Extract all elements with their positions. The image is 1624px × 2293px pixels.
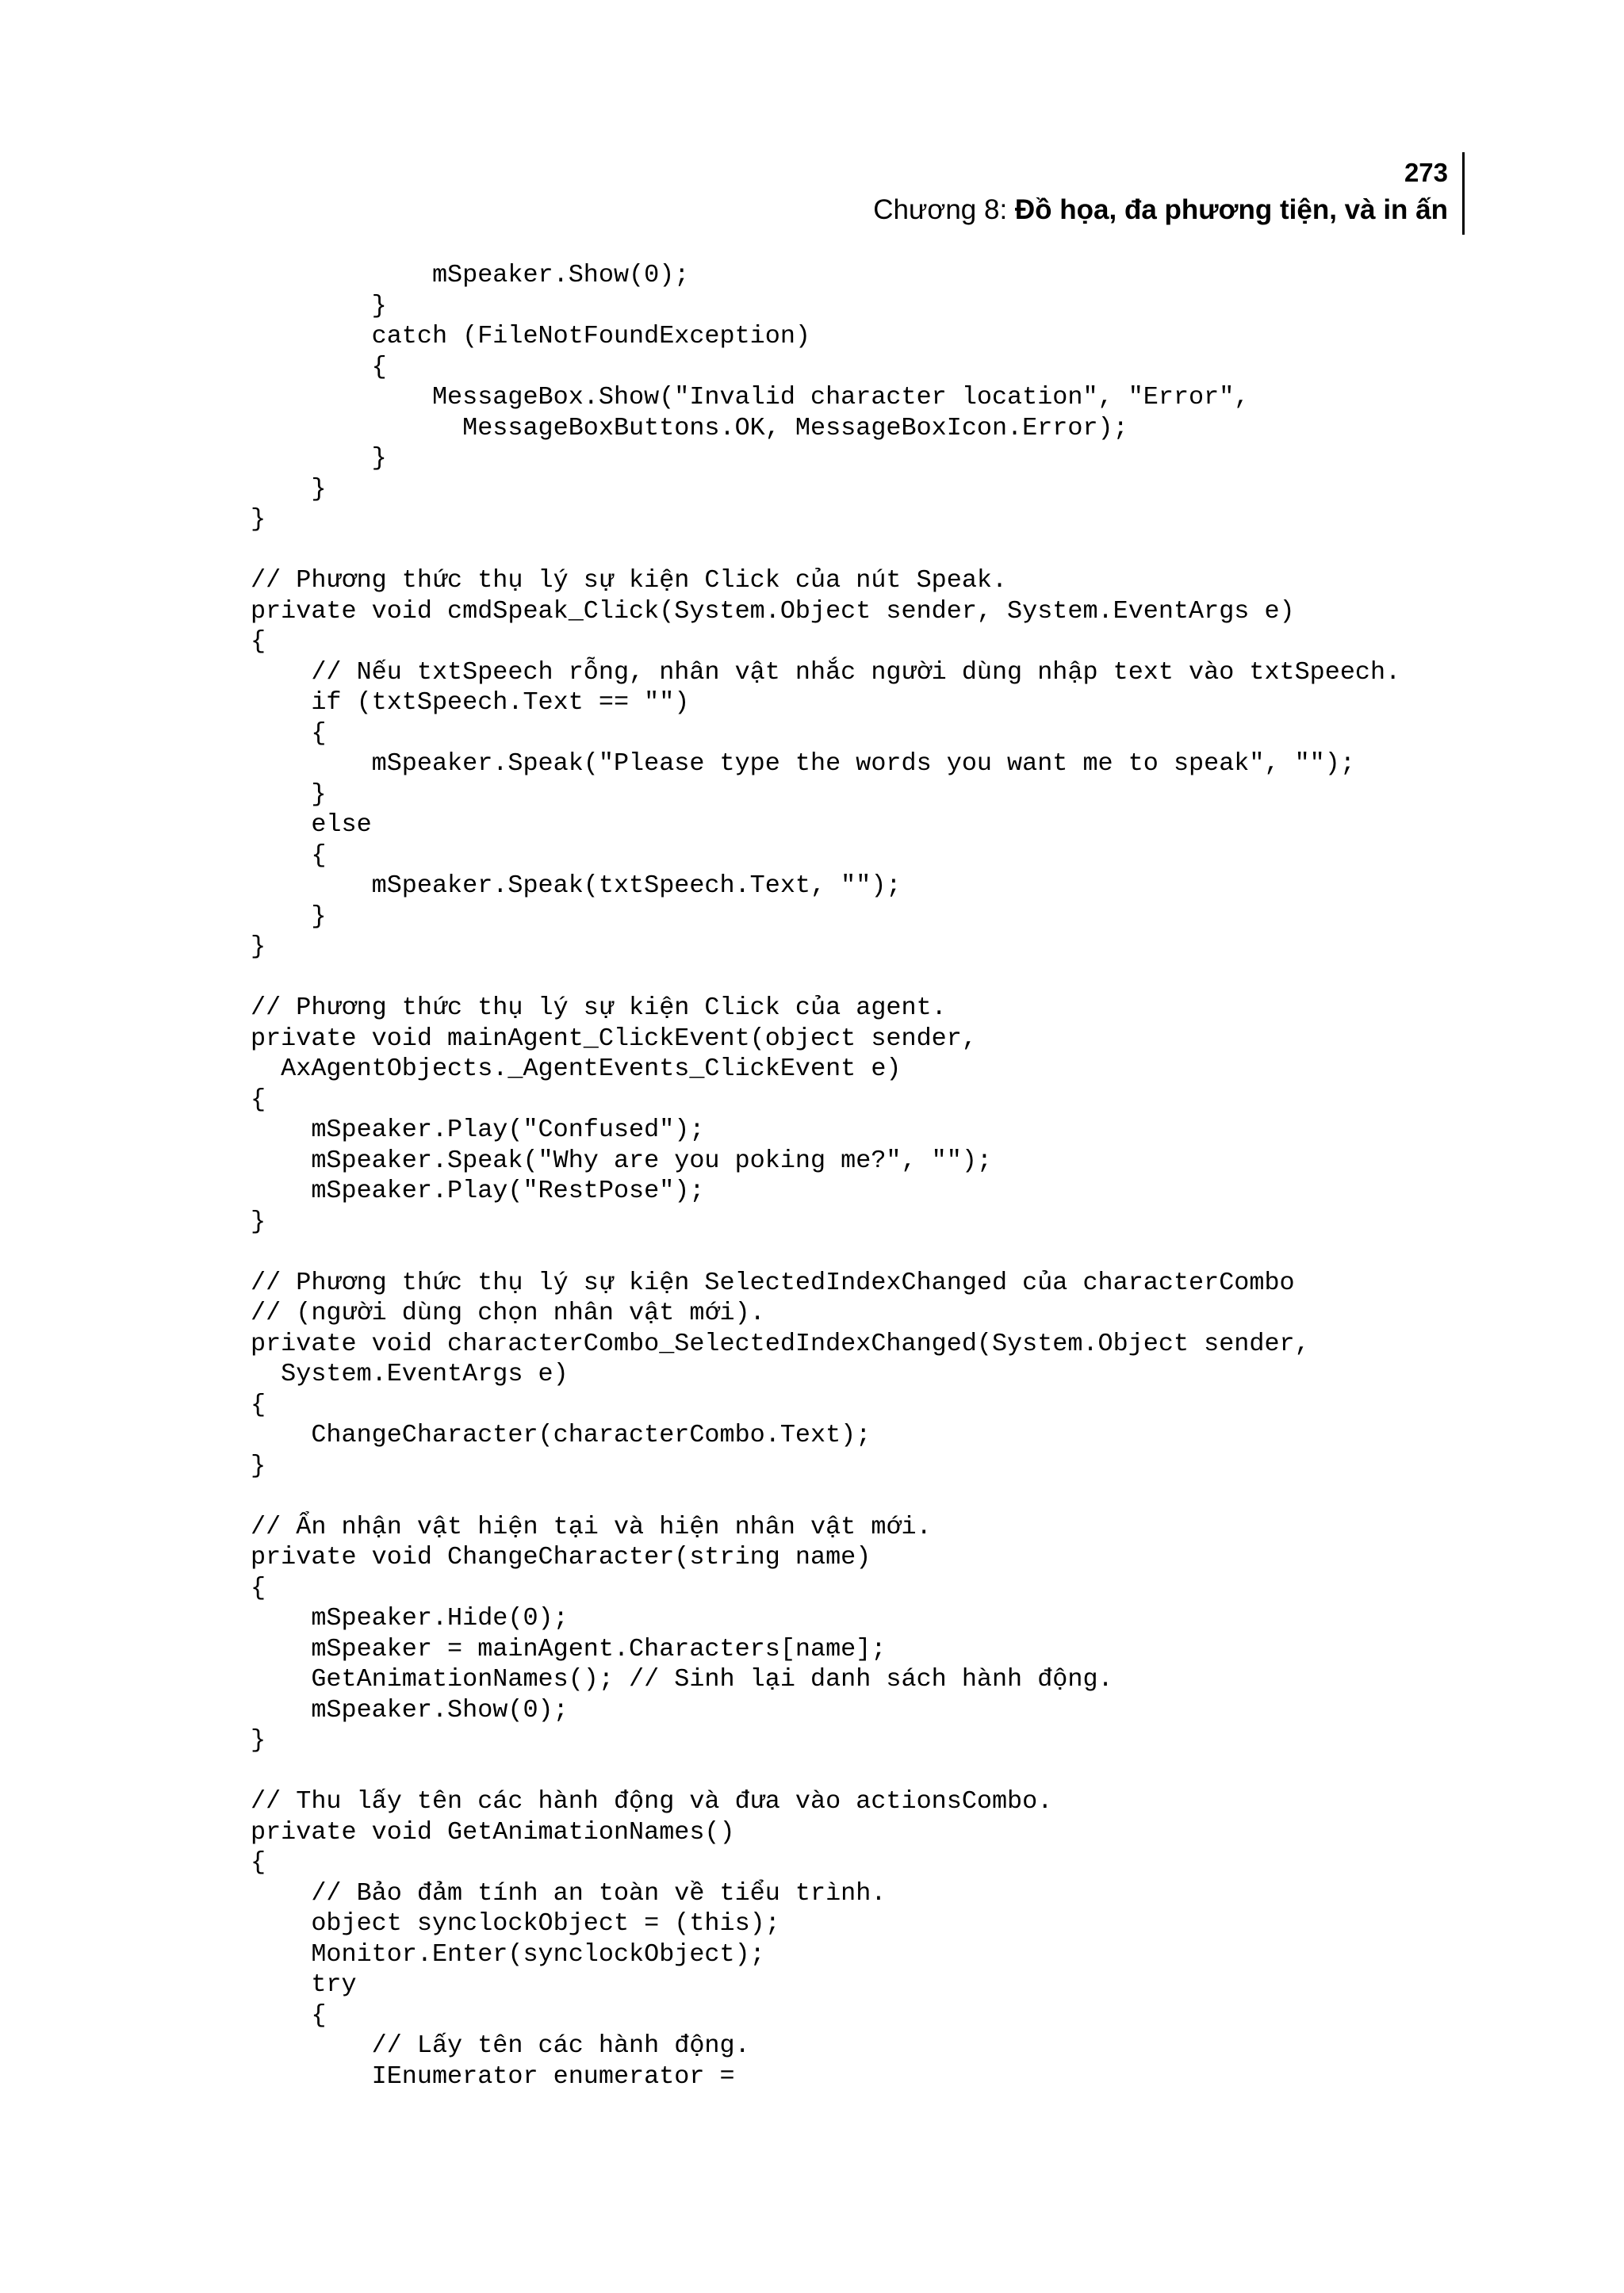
- code-line: {: [251, 2000, 327, 2030]
- code-line: // Phương thức thụ lý sự kiện Click của nút Speak.: [251, 566, 1008, 595]
- code-line: {: [251, 718, 327, 748]
- code-line: {: [251, 1848, 266, 1877]
- code-line: mSpeaker.Play("Confused");: [251, 1116, 705, 1144]
- code-line: [251, 963, 1400, 993]
- code-line: mSpeaker.Show(0);: [251, 1695, 569, 1725]
- chapter-prefix: Chương 8:: [873, 194, 1015, 225]
- code-line: MessageBoxButtons.OK, MessageBoxIcon.Error);: [251, 413, 1128, 442]
- code-line: private void GetAnimationNames(): [251, 1817, 735, 1847]
- code-line: }: [251, 1207, 266, 1236]
- code-line: }: [251, 932, 266, 961]
- code-line: {: [251, 627, 266, 656]
- code-line: // Nếu txtSpeech rỗng, nhân vật nhắc người dùng nhập text vào txtSpeech.: [251, 657, 1401, 687]
- code-line: // Thu lấy tên các hành động và đưa vào actionsCombo.: [251, 1787, 1053, 1816]
- code-line: // Lấy tên các hành động.: [251, 2031, 750, 2060]
- code-line: private void characterCombo_SelectedIndexChanged(System.Object sender,: [251, 1329, 1310, 1358]
- code-line: [251, 1756, 1400, 1787]
- chapter-heading: [873, 190, 1448, 230]
- page-number: 273: [1404, 158, 1448, 187]
- code-line: }: [251, 444, 387, 473]
- code-line: AxAgentObjects._AgentEvents_ClickEvent e): [251, 1055, 902, 1083]
- code-line: object synclockObject = (this);: [251, 1909, 780, 1938]
- code-line: }: [251, 1451, 266, 1480]
- code-line: try: [251, 1970, 357, 1999]
- code-line: private void cmdSpeak_Click(System.Object sender, System.EventArgs e): [251, 596, 1295, 626]
- code-line: }: [251, 1726, 266, 1755]
- code-line: mSpeaker.Speak("Please type the words you want me to speak", "");: [251, 749, 1355, 778]
- code-line: mSpeaker.Speak("Why are you poking me?", "");: [251, 1146, 992, 1175]
- code-line: }: [251, 505, 266, 534]
- code-line: // Phương thức thụ lý sự kiện Click của agent.: [251, 993, 947, 1022]
- code-line: }: [251, 779, 327, 809]
- code-listing: [251, 260, 1400, 2092]
- code-line: {: [251, 1390, 266, 1419]
- code-line: {: [251, 1085, 266, 1114]
- code-line: IEnumerator enumerator =: [251, 2061, 735, 2091]
- code-line: [251, 535, 1400, 566]
- code-line: }: [251, 474, 327, 503]
- code-line: mSpeaker.Show(0);: [251, 261, 690, 289]
- chapter-title: Đồ họa, đa phương tiện, và in ấn: [1014, 194, 1448, 225]
- code-line: // Bảo đảm tính an toàn về tiểu trình.: [251, 1878, 887, 1908]
- code-line: mSpeaker.Play("RestPose");: [251, 1177, 705, 1205]
- code-line: [251, 1481, 1400, 1512]
- code-line: {: [251, 352, 387, 381]
- code-line: mSpeaker.Hide(0);: [251, 1604, 569, 1633]
- code-line: Monitor.Enter(synclockObject);: [251, 1939, 765, 1969]
- code-line: // Phương thức thụ lý sự kiện SelectedIndexChanged của characterCombo: [251, 1268, 1295, 1297]
- code-line: }: [251, 291, 387, 320]
- code-line: mSpeaker.Speak(txtSpeech.Text, "");: [251, 871, 902, 900]
- code-line: mSpeaker = mainAgent.Characters[name];: [251, 1634, 887, 1663]
- code-line: ChangeCharacter(characterCombo.Text);: [251, 1421, 871, 1449]
- code-line: [251, 1237, 1400, 1268]
- code-line: System.EventArgs e): [251, 1360, 569, 1388]
- page-header: [873, 155, 1448, 230]
- code-line: else: [251, 810, 372, 839]
- code-line: GetAnimationNames(); // Sinh lại danh sách hành động.: [251, 1665, 1113, 1694]
- code-line: if (txtSpeech.Text == ""): [251, 688, 690, 717]
- code-line: {: [251, 840, 327, 870]
- code-line: // (người dùng chọn nhân vật mới).: [251, 1299, 765, 1327]
- code-line: }: [251, 902, 327, 931]
- code-line: catch (FileNotFoundException): [251, 322, 811, 350]
- code-line: {: [251, 1573, 266, 1602]
- code-line: MessageBox.Show("Invalid character location", "Error",: [251, 383, 1250, 412]
- header-divider: [1462, 152, 1465, 235]
- code-line: private void ChangeCharacter(string name): [251, 1543, 871, 1571]
- code-line: private void mainAgent_ClickEvent(object sender,: [251, 1024, 977, 1053]
- code-line: // Ẩn nhận vật hiện tại và hiện nhân vật mới.: [251, 1512, 932, 1541]
